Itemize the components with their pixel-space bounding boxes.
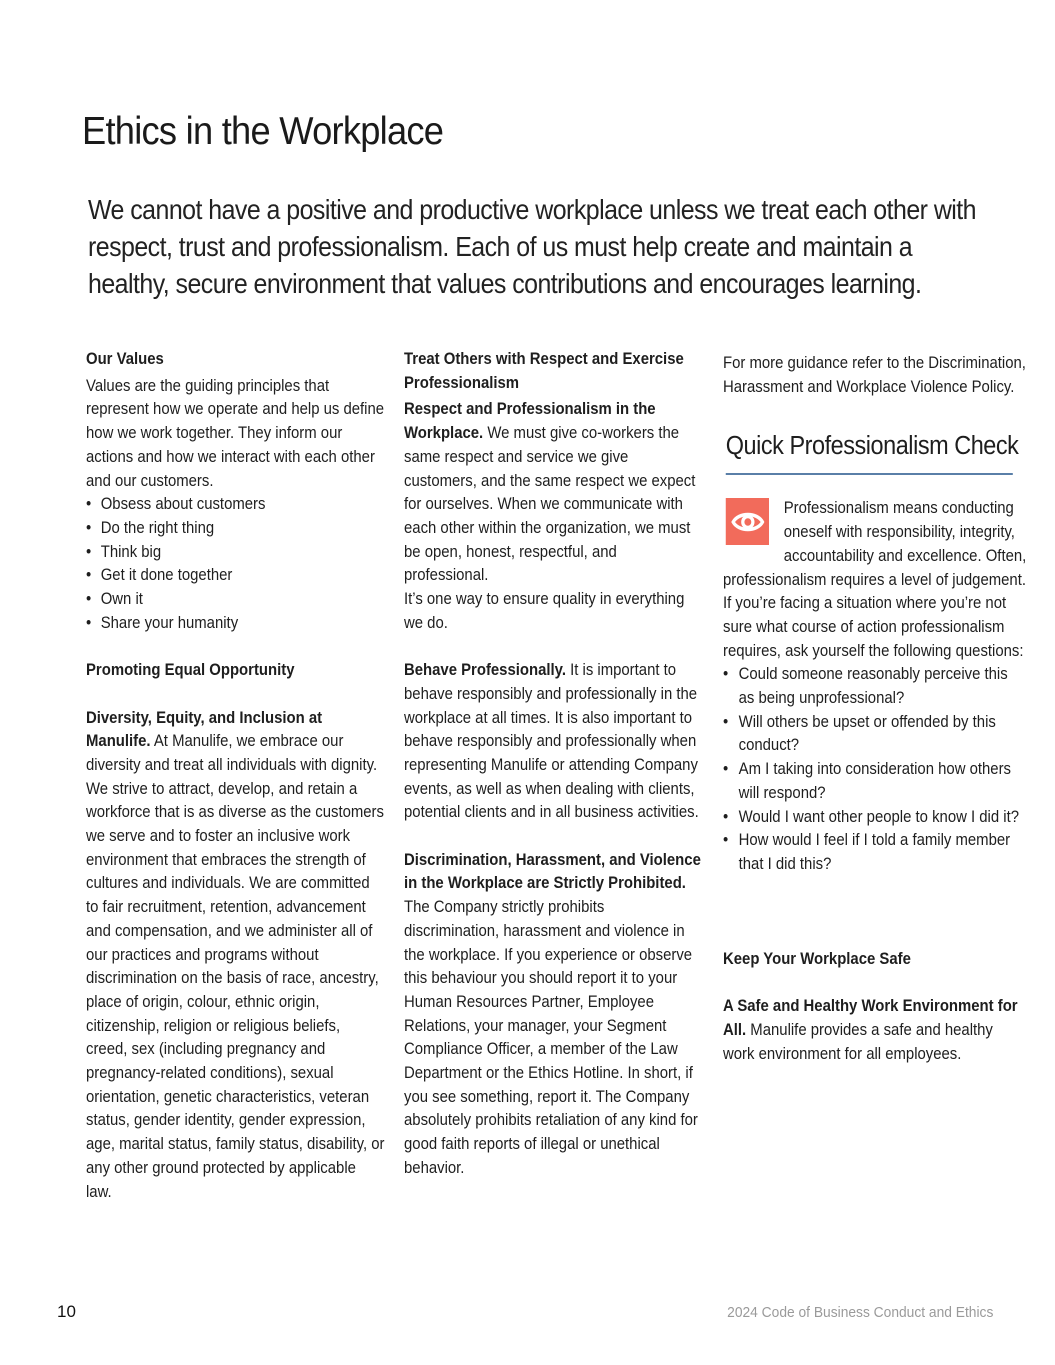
safe-body: Manulife provides a safe and healthy work environment for all employees. bbox=[723, 1020, 993, 1063]
column-2 bbox=[404, 348, 729, 1181]
page-number: 10 bbox=[57, 1302, 76, 1321]
list-item: • Would I want other people to know I did it? bbox=[723, 806, 1027, 830]
our-values-heading: Our Values bbox=[86, 350, 164, 368]
eye-icon bbox=[726, 498, 769, 545]
safe-lead: A Safe and Healthy Work Environment for All. bbox=[723, 997, 1018, 1039]
dei-body: At Manulife, we embrace our diversity and treat all individuals with dignity. We strive to attract, develop, and retain a workforce that is as diverse as the customers we serve and to foster an inclusive work environment that embraces the strength of cultures and individuals. We are committed to fair recruitment, retention, advancement and compensation, and we administer all of our practices and programs without discrimination on the basis of race, ancestry, place of origin, colour, ethnic origin, citizenship, religion or religious beliefs, creed, sex (including pregnancy and pregnancy-related conditions), sexual orientation, genetic characteristics, veteran status, gender identity, gender expression, age, marital status, family status, disability, or any other ground protected by applicable law. bbox=[86, 732, 385, 1201]
list-item: • Own it bbox=[86, 588, 385, 612]
list-item: • Obsess about customers bbox=[86, 493, 385, 517]
list-item: • Share your humanity bbox=[86, 612, 385, 636]
list-item: • Get it done together bbox=[86, 564, 385, 588]
discrimination-lead: Discrimination, Harassment, and Violence in the Workplace are Strictly Prohibited. bbox=[404, 850, 701, 893]
column-1 bbox=[86, 348, 411, 1204]
values-list bbox=[86, 493, 385, 635]
page-title: Ethics in the Workplace bbox=[82, 110, 444, 153]
respect-body: We must give co-workers the same respect and service we give customers, and the same respect we expect for ourselves. When we communicate with each other within the organization, we must be open, honest, respectful, and professional. bbox=[404, 424, 696, 585]
dei-lead: Diversity, Equity, and Inclusion at Manulife. bbox=[86, 708, 323, 751]
list-item: • Could someone reasonably perceive this as being unprofessional? bbox=[723, 663, 1027, 710]
list-item: • How would I feel if I told a family member that I did this? bbox=[723, 829, 1027, 876]
dei-paragraph bbox=[86, 707, 385, 1205]
list-item: • Will others be upset or offended by this conduct? bbox=[723, 711, 1027, 758]
respect-section-heading: Treat Others with Respect and Exercise Professionalism bbox=[404, 350, 684, 392]
policy-guidance: For more guidance refer to the Discrimination, Harassment and Workplace Violence Policy. bbox=[723, 354, 1026, 396]
behave-paragraph bbox=[404, 659, 703, 825]
document-title: 2024 Code of Business Conduct and Ethics bbox=[726, 1304, 993, 1321]
list-item: • Am I taking into consideration how others will respond? bbox=[723, 758, 1027, 805]
list-item: • Do the right thing bbox=[86, 517, 385, 541]
behave-body: It is important to behave responsibly and professionally in the workplace at all times. It is also important to behave responsibly and professionally when representing Manulife or attending Company events, as well as when dealing with clients, potential clients and in all business activities. bbox=[404, 661, 699, 822]
respect-extra: It’s one way to ensure quality in everything we do. bbox=[404, 590, 685, 632]
discrimination-body: The Company strictly prohibits discrimination, harassment and violence in the workplace. If you experience or observe this behaviour you should report it to your Human Resources Partner, Employee Relations, your manager, your Segment Compliance Officer, a member of the Law Department or the Ethics Hotline. In short, if you see something, report it. The Company absolutely prohibits retaliation of any kind for good faith reports of illegal or unethical behavior. bbox=[404, 898, 698, 1177]
column-3 bbox=[723, 352, 1053, 1066]
intro-paragraph: We cannot have a positive and productive workplace unless we treat each other with respect, trust and professionalism. Each of us must help create and maintain a healthy, secure environment that values contributions and encourages learning. bbox=[88, 194, 977, 299]
respect-lead: Respect and Professionalism in the Workplace. bbox=[404, 400, 656, 443]
respect-paragraph bbox=[404, 398, 703, 588]
quick-check-body bbox=[723, 497, 1027, 876]
discrimination-paragraph bbox=[404, 849, 703, 1181]
quick-check-text: Professionalism means conducting oneself with responsibility, integrity, accountability and excellence. Often, professionalism requires a level of judgement. If you’re facing a situation where you’re not sure what course of action professionalism requires, ask yourself the following questions: bbox=[723, 499, 1027, 660]
list-item: • Think big bbox=[86, 541, 385, 565]
our-values-body: Values are the guiding principles that represent how we operate and help us define how we work together. They inform our actions and how we interact with each other and our customers. bbox=[86, 376, 385, 490]
safe-heading: Keep Your Workplace Safe bbox=[723, 949, 911, 968]
quick-check-title: Quick Professionalism Check bbox=[725, 432, 1019, 461]
behave-lead: Behave Professionally. bbox=[404, 661, 566, 680]
safe-paragraph bbox=[723, 995, 1027, 1066]
questions-list bbox=[723, 663, 1027, 876]
equal-opportunity-heading: Promoting Equal Opportunity bbox=[86, 661, 295, 680]
divider bbox=[726, 473, 1013, 475]
